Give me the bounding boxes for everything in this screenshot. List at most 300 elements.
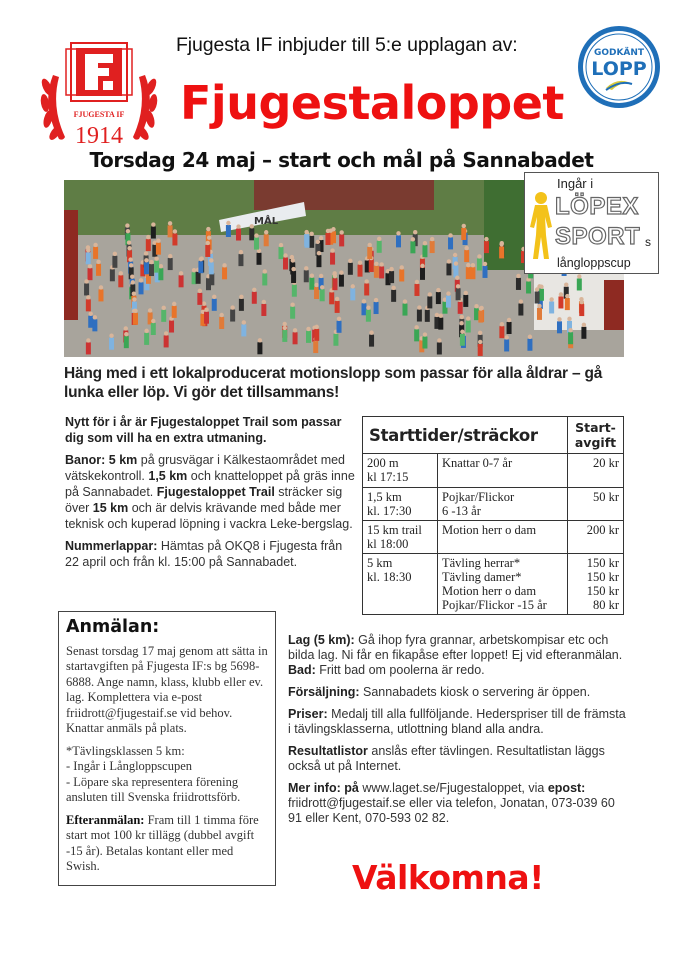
runner-head (374, 298, 378, 302)
banor-text: och är delvis krävande med både mer teknisk och kuperad löpning i vackra Leke-bergslag. (65, 501, 353, 531)
note-item: - Ingår i Långloppscupen (66, 759, 193, 773)
runner-head (207, 235, 211, 239)
runner-head (126, 229, 130, 233)
runner-head (127, 240, 131, 244)
runner-head (202, 301, 206, 305)
runner-figure (374, 302, 379, 314)
runner-head (239, 295, 243, 299)
runner-head (464, 291, 468, 295)
runner-figure (456, 288, 461, 300)
nummer-label: Nummerlappar: (65, 539, 158, 553)
runner-figure (86, 299, 91, 311)
runner-head (377, 237, 381, 241)
runner-head (535, 287, 539, 291)
distance: 1,5 km (367, 490, 402, 504)
runner-head (254, 233, 258, 237)
runner-figure (313, 341, 318, 353)
runner-head (209, 258, 213, 262)
runner-head (507, 318, 511, 322)
runner-figure (339, 275, 344, 287)
banor-text: sträcker sig över (65, 485, 343, 515)
prizes-text: Medalj till alla fullföljande. Hederspriser till de främsta i tävlingsklasserna, utlottning bland alla andra. (288, 707, 626, 736)
invite-line: Fjugesta IF inbjuder till 5:e upplagan av: (176, 34, 518, 56)
class-cell (438, 488, 568, 521)
runner-figure (306, 331, 311, 343)
prizes-info (288, 707, 628, 737)
runner-head (499, 242, 503, 246)
runner-head (539, 285, 543, 289)
runner-head (293, 328, 297, 332)
nummer-text: Hämtas på OKQ8 i Fjugesta från 22 april och från kl. 15:00 på Sannabadet. (65, 539, 343, 569)
runner-head (139, 278, 143, 282)
runner-figure (414, 284, 419, 296)
fee-value: 150 kr (586, 556, 619, 570)
runner-figure (293, 332, 298, 344)
runner-head (582, 323, 586, 327)
runner-head (96, 260, 100, 264)
runner-figure (151, 323, 156, 335)
runner-figure (549, 301, 554, 313)
note-item: - Löpare ska representera förening ansluten till Svenska friidrottsförb. (66, 774, 241, 804)
fee-cell (568, 554, 624, 615)
runner-figure (139, 282, 144, 294)
runner-figure (154, 261, 159, 273)
runner-figure (212, 299, 217, 311)
table-row (363, 488, 624, 521)
runner-figure (197, 293, 202, 305)
runner-head (379, 262, 383, 266)
runner-head (564, 283, 568, 287)
runner-head (199, 257, 203, 261)
fee-cell (568, 488, 624, 521)
runner-head (154, 256, 158, 260)
runner-figure (526, 281, 531, 293)
bath-text: Fritt bad om poolerna är redo. (315, 663, 485, 677)
runner-figure (499, 246, 504, 258)
fee-value: 50 kr (592, 490, 619, 504)
runner-head (358, 260, 362, 264)
runner-figure (236, 229, 241, 241)
runner-head (413, 230, 417, 234)
runner-figure (335, 301, 340, 313)
table-header-fee (568, 417, 624, 454)
runner-head (291, 267, 295, 271)
runner-head (320, 285, 324, 289)
event-title: Fjugestaloppet (180, 76, 564, 130)
runner-head (403, 299, 407, 303)
runner-head (242, 320, 246, 324)
runner-head (335, 297, 339, 301)
lopex-bottom-text: långloppscup (557, 256, 631, 270)
banor-trail: Fjugestaloppet Trail (156, 485, 275, 499)
runner-head (483, 262, 487, 266)
distance-cell (363, 521, 438, 554)
team-label: Lag (5 km): (288, 633, 355, 647)
runner-figure (278, 247, 283, 259)
runner-head (435, 313, 439, 317)
runner-figure (239, 299, 244, 311)
lopex-top-text: Ingår i (557, 176, 594, 191)
signup-title: Anmälan: (66, 617, 160, 637)
runner-head (389, 267, 393, 271)
runner-head (119, 271, 123, 275)
fjugesta-if-crest-icon (33, 35, 165, 153)
runner-figure (535, 292, 540, 304)
runner-figure (389, 271, 394, 283)
runner-head (460, 330, 464, 334)
class-cell (438, 554, 568, 615)
runner-head (290, 303, 294, 307)
runner-head (396, 231, 400, 235)
runner-head (462, 224, 466, 228)
runner-head (310, 274, 314, 278)
club-name: FJUGESTA IF (73, 110, 125, 119)
intro-text: Häng med i ett lokalproducerat motionslopp som passar för alla åldrar – gå lunka eller löp. Vi gör det tillsammans! (64, 365, 603, 401)
runner-figure (367, 247, 372, 259)
runner-head (411, 237, 415, 241)
runner-head (279, 243, 283, 247)
runner-head (459, 321, 463, 325)
runner-figure (379, 266, 384, 278)
runner-figure (93, 247, 98, 259)
runner-figure (504, 339, 509, 351)
contact-text: friidrott@fjugestaif.se eller via telefon, Jonatan, 073-039 60 91 eller Kent, 070-593 02 82. (288, 796, 615, 825)
runner-head (466, 263, 470, 267)
runner-head (236, 224, 240, 228)
runner-figure (417, 310, 422, 322)
runner-head (478, 331, 482, 335)
class-name: Motion herr o dam (442, 523, 537, 537)
runner-head (127, 246, 131, 250)
runner-figure (427, 296, 432, 308)
runner-head (351, 284, 355, 288)
runner-figure (196, 272, 201, 284)
runner-head (453, 253, 457, 257)
runner-head (448, 233, 452, 237)
distance: 200 m (367, 456, 399, 470)
runner-figure (516, 278, 521, 290)
runner-figure (230, 310, 235, 322)
banor-text: på grusvägar i Kälkestaområdet med vätskekontroll. (65, 453, 346, 483)
runner-head (148, 308, 152, 312)
runner-head (131, 280, 135, 284)
runner-head (319, 274, 323, 278)
runner-figure (168, 258, 173, 270)
sales-label: Försäljning: (288, 685, 360, 699)
more-info-link[interactable]: www.laget.se/Fjugestaloppet, (358, 781, 529, 795)
runner-head (206, 241, 210, 245)
runner-figure (539, 289, 544, 301)
runner-head (263, 269, 267, 273)
team-info (288, 633, 628, 663)
runner-head (414, 325, 418, 329)
new-this-year: Nytt för i år är Fjugestaloppet Trail som passar dig som vill ha en extra utmaning. (65, 415, 342, 445)
runner-figure (291, 271, 296, 283)
runner-head (222, 263, 226, 267)
runner-figure (112, 256, 117, 268)
runner-head (516, 274, 520, 278)
runner-head (333, 274, 337, 278)
distance-cell (363, 454, 438, 488)
table-header-main: Starttider/sträckor (363, 417, 568, 454)
runner-figure (330, 253, 335, 265)
fee-value: 80 kr (592, 598, 619, 612)
runner-figure (377, 241, 382, 253)
runner-head (109, 333, 113, 337)
runner-figure (329, 292, 334, 304)
runner-head (130, 274, 134, 278)
runner-figure (369, 260, 374, 272)
runner-head (484, 237, 488, 241)
runner-figure (568, 332, 573, 344)
class-name: Pojkar/Flickor (442, 490, 515, 504)
runner-figure (425, 310, 430, 322)
runner-head (420, 264, 424, 268)
runner-figure (484, 241, 489, 253)
runner-figure (477, 258, 482, 270)
godkant-lopp-badge-icon (576, 24, 662, 110)
runner-head (455, 276, 459, 280)
runner-head (198, 289, 202, 293)
runner-head (423, 241, 427, 245)
class-cell (438, 454, 568, 488)
banor-5km: 5 km (108, 453, 138, 467)
runner-head (283, 326, 287, 330)
class-name: Tävling damer* (442, 570, 522, 584)
banor-label: Banor: (65, 453, 106, 467)
runner-head (164, 331, 168, 335)
runner-head (264, 230, 268, 234)
runner-head (113, 252, 117, 256)
runner-head (88, 264, 92, 268)
runner-figure (304, 270, 309, 282)
class-name: Motion herr o dam (442, 584, 537, 598)
runner-figure (474, 308, 479, 320)
runner-head (326, 229, 330, 233)
badge-line2: LOPP (591, 58, 647, 80)
banor-text: och knatteloppet på gräs inne på Sannabadet. (65, 469, 355, 499)
runner-figure (579, 304, 584, 316)
runner-figure (358, 265, 363, 277)
lopex-line2: SPORT (555, 223, 641, 250)
runner-head (466, 316, 470, 320)
runner-figure (446, 296, 451, 308)
runner-figure (146, 239, 151, 251)
runner-figure (179, 275, 184, 287)
runner-figure (314, 329, 319, 341)
start-time: kl. 17:30 (367, 504, 412, 518)
class-cell (438, 521, 568, 554)
runner-head (567, 317, 571, 321)
runner-head (368, 243, 372, 247)
runner-figure (325, 233, 330, 245)
runner-head (315, 325, 319, 329)
start-time: kl. 18:30 (367, 570, 412, 584)
runner-figure (577, 278, 582, 290)
runner-figure (478, 344, 483, 356)
runner-head (348, 259, 352, 263)
runner-head (456, 284, 460, 288)
runner-head (144, 329, 148, 333)
runner-figure (156, 243, 161, 255)
runner-head (99, 285, 103, 289)
runner-head (317, 251, 321, 255)
runner-figure (86, 342, 91, 354)
runner-figure (144, 262, 149, 274)
runner-figure (420, 268, 425, 280)
runner-figure (399, 269, 404, 281)
runner-figure (437, 342, 442, 354)
class-name: 6 -13 år (442, 504, 481, 518)
runner-figure (172, 306, 177, 318)
lopex-suffix: s (645, 235, 651, 249)
runner-figure (402, 304, 407, 316)
fee-value: 150 kr (586, 570, 619, 584)
runner-head (144, 251, 148, 255)
runner-figure (161, 310, 166, 322)
runner-figure (226, 225, 231, 237)
sales-text: Sannabadets kiosk o servering är öppen. (359, 685, 591, 699)
email-label: epost: (547, 781, 586, 795)
runner-head (252, 288, 256, 292)
runner-head (304, 266, 308, 270)
runner-figure (557, 321, 562, 333)
runner-head (474, 304, 478, 308)
runner-head (168, 221, 172, 225)
runner-head (309, 232, 313, 236)
runner-silhouette-icon (527, 191, 555, 261)
runner-figure (282, 330, 287, 342)
runner-figure (364, 283, 369, 295)
bath-info (288, 663, 628, 678)
runner-figure (283, 258, 288, 270)
runner-head (93, 315, 97, 319)
runner-head (226, 221, 230, 225)
bath-label: Bad: (288, 663, 316, 677)
sales-info (288, 685, 628, 700)
runner-figure (164, 335, 169, 347)
runner-head (159, 264, 163, 268)
runner-head (151, 319, 155, 323)
runner-head (316, 240, 320, 244)
lopex-sports-cup-logo (524, 172, 659, 274)
start-time: kl 18:00 (367, 537, 409, 551)
runner-head (306, 327, 310, 331)
runner-figure (118, 275, 123, 287)
runner-figure (350, 288, 355, 300)
runner-figure (241, 324, 246, 336)
fee-value: 20 kr (592, 456, 619, 470)
runner-figure (518, 304, 523, 316)
table-row (363, 554, 624, 615)
runner-figure (98, 289, 103, 301)
runner-head (86, 295, 90, 299)
results-text: anslås efter tävlingen. Resultatlistan läggs också ut på Internet. (288, 744, 605, 773)
results-label: Resultatlistor (288, 744, 368, 758)
runner-head (304, 230, 308, 234)
runner-figure (366, 310, 371, 322)
runner-figure (461, 228, 466, 240)
runner-head (549, 297, 553, 301)
runner-figure (558, 296, 563, 308)
runner-figure (478, 311, 483, 323)
runner-figure (464, 250, 469, 262)
prizes-label: Priser: (288, 707, 328, 721)
more-info-label: Mer info: på (288, 781, 359, 795)
runner-head (204, 307, 208, 311)
runner-figure (499, 326, 504, 338)
runner-head (423, 332, 427, 336)
runner-head (230, 305, 234, 309)
runner-head (258, 338, 262, 342)
runner-head (477, 254, 481, 258)
club-year: 1914 (75, 123, 123, 149)
start-time: kl 17:15 (367, 470, 409, 484)
runner-head (478, 340, 482, 344)
note-title: *Tävlingsklassen 5 km: (66, 743, 185, 758)
banor-1-5km: 1,5 km (148, 469, 188, 483)
info-section (288, 633, 628, 831)
runner-figure (463, 295, 468, 307)
runner-head (132, 297, 136, 301)
runner-figure (149, 264, 154, 276)
signup-box (58, 611, 276, 886)
runner-head (437, 338, 441, 342)
runner-head (436, 288, 440, 292)
runner-head (568, 328, 572, 332)
runner-figure (314, 287, 319, 299)
runner-figure (422, 245, 427, 257)
fee-header-line1: Start- (575, 420, 616, 435)
runner-figure (262, 273, 267, 285)
runner-figure (565, 298, 570, 310)
banor-paragraph (65, 452, 357, 532)
more-info-text: via (528, 781, 548, 795)
runner-head (125, 223, 129, 227)
late-registration (66, 813, 268, 875)
runner-head (374, 262, 378, 266)
runner-figure (209, 273, 214, 285)
runner-figure (309, 278, 314, 290)
runner-head (479, 306, 483, 310)
runner-figure (410, 241, 415, 253)
fee-header-line2: avgift (574, 435, 617, 450)
runner-head (447, 259, 451, 263)
runner-figure (144, 333, 149, 345)
late-label: Efteranmälan: (66, 812, 145, 827)
runner-head (132, 292, 136, 296)
runner-figure (348, 263, 353, 275)
runner-figure (172, 233, 177, 245)
runner-head (133, 309, 137, 313)
runner-figure (422, 337, 427, 349)
runner-head (559, 292, 563, 296)
runner-head (500, 322, 504, 326)
runner-head (89, 312, 93, 316)
runner-figure (304, 234, 309, 246)
runner-head (84, 279, 88, 283)
runner-figure (222, 267, 227, 279)
runner-head (504, 335, 508, 339)
runner-figure (316, 255, 321, 267)
runner-figure (109, 338, 114, 350)
runner-head (219, 313, 223, 317)
runner-figure (110, 269, 115, 281)
runner-head (428, 292, 432, 296)
runner-head (557, 317, 561, 321)
start-times-table (362, 416, 624, 615)
runner-figure (292, 285, 297, 297)
